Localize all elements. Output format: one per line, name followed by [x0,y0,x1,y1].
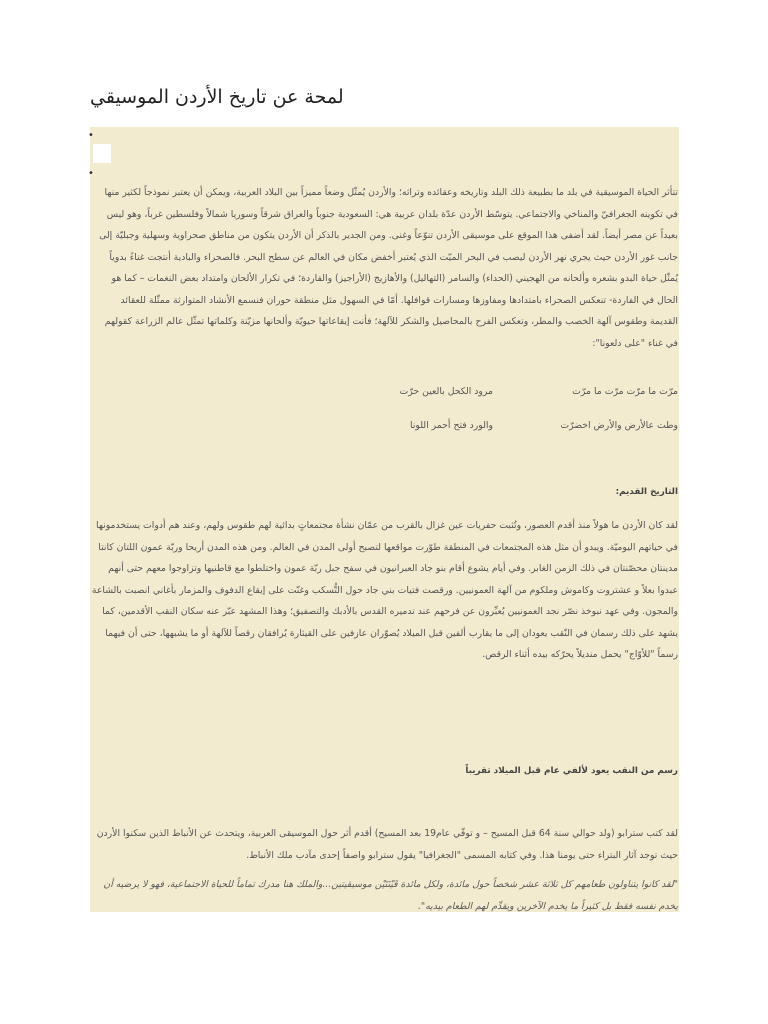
bullet-marker: • [88,130,94,141]
image-caption: رسم من النقب يعود لألفي عام قبل الميلاد تقريباً [465,766,678,776]
ancient-history-paragraph: لقد كان الأردن ما هولاً منذ أقدم العصور، وتُثبت حفريات عين غزال بالقرب من عمّان نشأة مجتمعاتٍ بدائية لهم طقوس ولهم، وعند هم أدوات يستخدمونها في حياتهم اليوميّة. ويبدو أن مثل هذه المجتمعات في المنطقة طوّرت مواقعها لتصبح أولى المدن في العالم. ومن هذه المدن أريحا وربّة عمون اللتان كانتا مدينتان محصّنتان في ذلك الزمن الغابر. وفي أيام يشوع أقام بنو جاد العبرانيون في سفح جبل ربّة عمون واختلطوا مع قاطنيها وتزاوجوا معهم حتى أنهم عبدوا بعلاً و عشتروت وكاموش وملكوم من آلهة العمونيين. ورقصت فتيات بني جاد حول التُّسكب وغنّت على إيقاع الدفوف والمزمار بأغاني انصبت بالشاعة والمجون. وفي عهد نبوخذ نصّر نجد العمونيين يُعبِّرون عن فرحهم عند تدميره القدس بالأدبك والتصفيق؛ وهذا المشهد عبّر عنه سكان النقب الأقدمين، كما يشهد على ذلك رسمان في النّقب يعودان إلى ما يقارب ألفين قبل الميلاد يُصوّران عازفين على القيثارة يُرافقان رقصاً للآلهة أو ما يشبهها، حتى أن فيهما رسماً "للأوّاج" يحمل منديلاً يحرّكه بيده أثناء الرقص. [91,520,678,660]
strabo-quote: "لقد كانوا يتناولون طعامهم كل ثلاثة عشر شخصاً حول مائدة، ولكل مائدة قَيْنَتَيْن موسيقيتين...والملك هنا مدرك تماماً للحياة الاجتماعية، فهو لا يرضيه أن يخدم نفسه فقط بل كثيراً ما يخدم الآخرين ويقدِّم لهم الطعام بيديه". [103,879,678,912]
poem-line-2-left: والورد فتح أحمر اللونا [409,420,493,431]
section-heading-ancient: التاريخ القديم: [615,487,678,497]
strabo-paragraph: لقد كتب سترابو (ولد حوالي سنة 64 قبل المسيح – و توفّي عام19 بعد المسيح) أقدم أثر حول الموسيقى العربية، ويتحدث عن الأنباط الذين سكنوا الأردن حيث توجد آثار البتراء حتى يومنا هذا. وفي كتابه المسمى "الجغرافيا" يقول سترابو واصفاً إحدى مآدب ملك الأنباط. [96,828,678,861]
image-placeholder [93,144,111,163]
intro-paragraph: تتأثر الحياة الموسيقية في بلد ما بطبيعة ذلك البلد وتاريخه وعقائده وتراثه؛ والأردن يُمثّل وضعاً مميزاً بين البلاد العربية، ويمكن أن يعتبر نموذجاً لكثير منها في تكوينه الجغرافيّ والمناخي والاجتماعي. يتوسّط الأردن عدّة بلدان عربية هي: السعودية جنوباً والعراق شرقاً وسوريا شمالاً وفلسطين غرباً، وهو ليس بعيداً عن مصر أيضاً. لقد أضفى هذا الموقع على موسيقى الأردن تنوّعاً وغنى. ومن الجدير بالذكر أن الأردن يتكون من مناطق صحراوية وسهلية وجبليّة إلى جانب غور الأردن حيث يجري نهر الأردن ليصب في البحر الميّت الذي يُعتبر أخفض مكان في العالم عن سطح البحر. فالصحراء والبادية أنتجت غناءً بدوياً يُمثّل حياة البدو بشعره وألحانه من الهجيني (الحداء) والسامر (التهاليل) والأهازيج (الأراجيز) والفاردة؛ في تكرار الألحان وامتداد بعض النغمات – كما هو الحال في الفاردة- تنعكس الصحراء بامتدادها ومفاوزها ومسارات قوافلها. أمّا في السهول مثل منطقة حوران فنسمع الأنشاد المتوارثة ممثّلة للعقائد القديمة وطقوس آلهة الخصب والمطر، وتعكس الفرح بالمحاصيل والشكر للآلهة؛ فأنت إيقاعاتها حيويّة وألحانها مزيّنة وكلماتها تمثّل عالم الزراعة كقولهم في غناء "على دلعونا": [99,187,678,349]
page-title: لمحة عن تاريخ الأردن الموسيقي [90,86,344,108]
poem-line-1-left: مرود الكحل بالعين حرّت [399,386,493,397]
bullet-marker: • [88,168,94,179]
poem-line-2-right: وطت عالأرض والأرض اخضرّت [560,420,678,431]
poem-line-1-right: مرّت ما مرّت مرّت ما مرّت [572,386,678,397]
